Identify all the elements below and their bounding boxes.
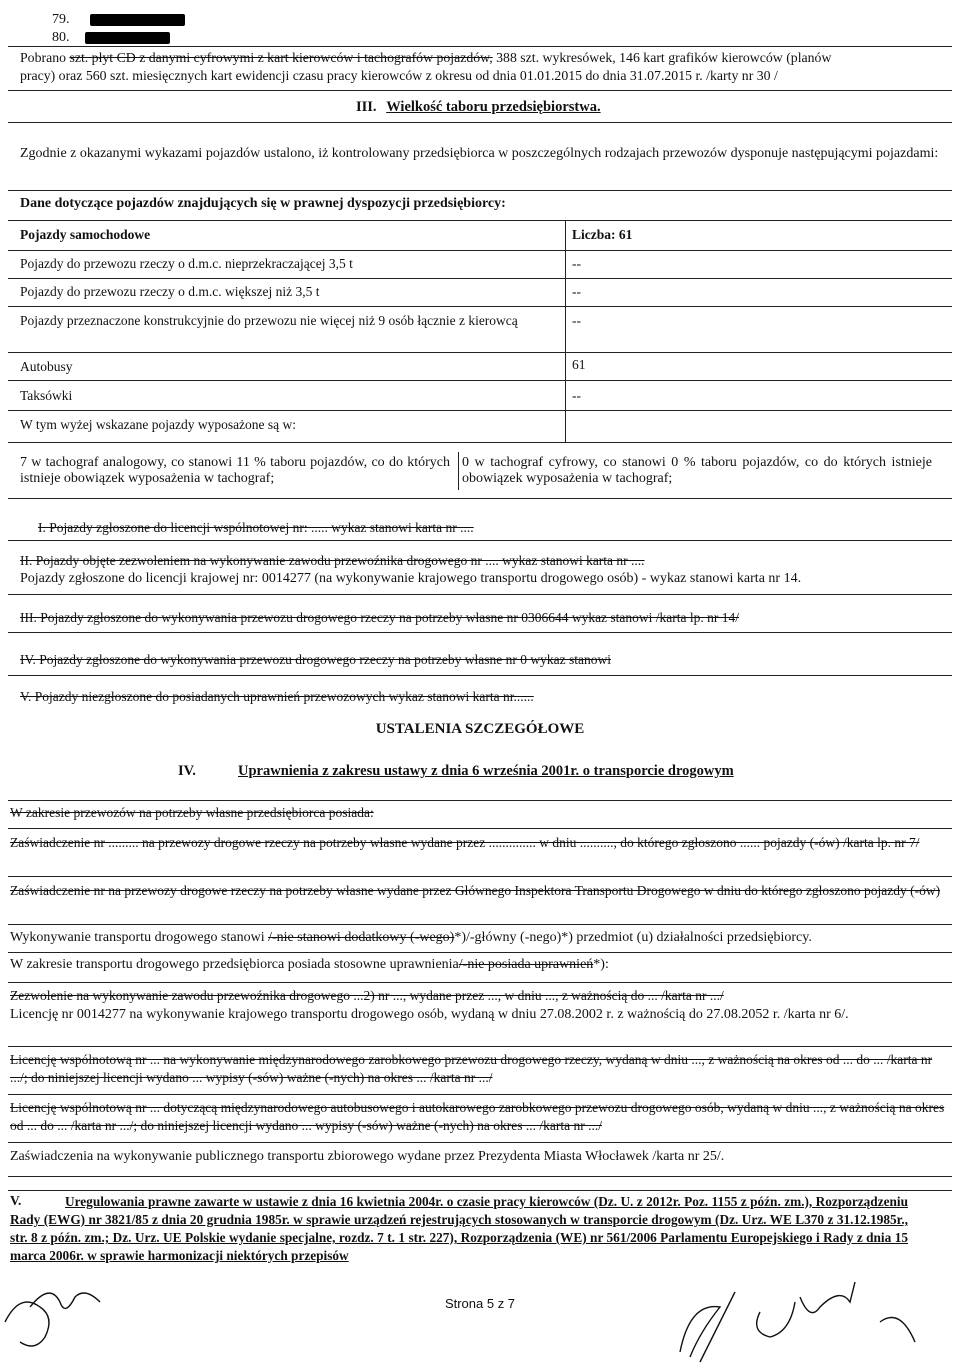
section-4-row bbox=[10, 930, 812, 946]
section-4-row: W zakresie przewozów na potrzeby własne przedsiębiorca posiada: bbox=[10, 805, 374, 820]
tacho-divider bbox=[458, 452, 459, 490]
vehicle-row-label: Pojazdy do przewozu rzeczy o d.m.c. większej niż 3,5 t bbox=[20, 284, 320, 299]
vehicle-row-value: -- bbox=[572, 284, 581, 299]
vehicle-row-label: Autobusy bbox=[20, 359, 73, 374]
vehicles-head-count: Liczba: 61 bbox=[572, 227, 633, 242]
divider bbox=[8, 632, 952, 633]
divider bbox=[8, 594, 952, 595]
section-5-number: V. bbox=[10, 1193, 22, 1208]
licence-iii: III. Pojazdy zgłoszone do wykonywania przewozu drogowego rzeczy na potrzeby własne nr 0306644 wykaz stanowi /karta lp. nr 14/ bbox=[20, 610, 740, 625]
section-4-row: Zaświadczenie nr ......... na przewozy drogowe rzeczy na potrzeby własne wydane przez .............. w dniu .........., do którego zgłoszono ...... pojazdy (-ów) /karta lp. nr 7/ bbox=[10, 835, 920, 850]
section-4-row: Zaświadczenie nr na przewozy drogowe rzeczy na potrzeby własne wydane przez Głównego Inspektora Transportu Drogowego w dniu do którego zgłoszono pojazdy (-ów) bbox=[10, 883, 941, 898]
vehicle-row-label: Pojazdy przeznaczone konstrukcyjnie do przewozu nie więcej niż 9 osób łącznie z kierowcą bbox=[20, 313, 518, 328]
page-number: Strona 5 z 7 bbox=[444, 1296, 516, 1311]
table-line bbox=[8, 410, 952, 411]
table-line bbox=[8, 352, 952, 353]
section-4-title: Uprawnienia z zakresu ustawy z dnia 6 września 2001r. o transporcie drogowym bbox=[238, 763, 734, 779]
table-line bbox=[8, 442, 952, 443]
pobrano-struck: szt. płyt CD z danymi cyfrowymi z kart kierowców i tachografów pojazdów, bbox=[69, 50, 493, 65]
transport-scope-struck: /-nie stanowi dodatkowy (-wego) bbox=[268, 930, 455, 945]
permissions-rest: *): bbox=[593, 957, 609, 972]
pobrano-rest: 388 szt. wykresówek, 146 kart grafików kierowców (planów bbox=[496, 50, 832, 65]
divider bbox=[8, 122, 952, 123]
divider bbox=[8, 1190, 952, 1191]
table-line bbox=[8, 220, 952, 221]
item-79 bbox=[52, 12, 70, 28]
vehicles-header: Dane dotyczące pojazdów znajdujących się w prawnej dyspozycji przedsiębiorcy: bbox=[20, 196, 506, 211]
divider bbox=[8, 190, 952, 191]
divider bbox=[8, 924, 952, 925]
divider bbox=[8, 828, 952, 829]
section-4-number: IV. bbox=[178, 763, 196, 779]
licence-ii-struck: II. Pojazdy objęte zezwoleniem na wykonywanie zawodu przewoźnika drogowego nr .... wykaz stanowi karta nr .... bbox=[20, 553, 645, 568]
divider bbox=[8, 1094, 952, 1095]
vehicle-row-label: Taksówki bbox=[20, 388, 73, 403]
divider bbox=[8, 46, 952, 47]
divider bbox=[8, 876, 952, 877]
redaction-bar-2 bbox=[85, 32, 170, 44]
section-5-text: Uregulowania prawne zawarte w ustawie z dnia 16 kwietnia 2004r. o czasie pracy kierowców (Dz. U. z 2012r. Poz. 1155 z późn. zm.), Rozporządzeniu Rady (EWG) nr 3821/85 z dnia 20 grudnia 1985r. w sprawie urządzeń rejestrujących stosowanych w transporcie drogowym (Dz. Urz. WE L370 z 31.12.1985r., str. 8 z późn. zm.; Dz. Urz. UE Polskie wydanie specjalne, rozdz. 7 t. 1 str. 227), Rozporządzenia (WE) nr 561/2006 Parlamentu Europejskiego i Rady z dnia 15 marca 2006r. w sprawie harmonizacji niektórych przepisów bbox=[10, 1194, 908, 1263]
section-3-number: III. bbox=[356, 99, 377, 115]
section-4-row: Zezwolenie na wykonywanie zawodu przewoźnika drogowego ...2) nr ..., wydane przez ..., w dniu ..., z ważnością do ... /karta nr .../ bbox=[10, 988, 724, 1003]
item-80-number: 80. bbox=[52, 30, 70, 45]
divider bbox=[8, 540, 952, 541]
equipped-label: W tym wyżej wskazane pojazdy wyposażone są w: bbox=[20, 417, 297, 432]
pobrano-prefix: Pobrano bbox=[20, 50, 66, 65]
table-line bbox=[8, 306, 952, 307]
divider bbox=[8, 800, 952, 801]
table-line bbox=[8, 250, 952, 251]
divider bbox=[8, 498, 952, 499]
licence-i: I. Pojazdy zgłoszone do licencji wspólnotowej nr: ..... wykaz stanowi karta nr .... bbox=[38, 520, 474, 535]
item-79-number: 79. bbox=[52, 12, 70, 27]
divider bbox=[8, 675, 952, 676]
redaction-bar-1 bbox=[90, 14, 185, 26]
section-3-heading bbox=[356, 99, 601, 116]
section-4-row: Licencję nr 0014277 na wykonywanie krajowego transportu drogowego osób, wydaną w dniu 27.08.2002 r. z ważnością do 27.08.2052 r. /karta nr 6/. bbox=[10, 1007, 849, 1022]
vehicle-row-label: Pojazdy do przewozu rzeczy o d.m.c. nieprzekraczającej 3,5 t bbox=[20, 256, 353, 271]
table-column-divider bbox=[565, 220, 566, 442]
divider bbox=[8, 1142, 952, 1143]
divider bbox=[8, 1176, 952, 1177]
table-line bbox=[8, 380, 952, 381]
divider bbox=[8, 90, 952, 91]
vehicle-row-value: -- bbox=[572, 313, 581, 328]
intro-paragraph: Zgodnie z okazanymi wykazami pojazdów ustalono, iż kontrolowany przedsiębiorca w poszczególnych rodzajach przewozów dysponuje następującymi pojazdami: bbox=[20, 146, 939, 161]
signature-right bbox=[680, 1282, 915, 1362]
signatures bbox=[0, 1262, 960, 1367]
section-4-row: Licencję wspólnotową nr ... na wykonywanie międzynarodowego zarobkowego przewozu drogowego rzeczy, wydaną w dniu ..., z ważnością na okres od ... do ... /karta nr .../; do niniejszej licencji wydano ... wypisy (-sów) ważne (-nych) na okres ... /karta nr .../ bbox=[10, 1052, 933, 1085]
section-3-title: Wielkość taboru przedsiębiorstwa. bbox=[386, 99, 601, 115]
permissions-text: W zakresie transportu drogowego przedsiębiorca posiada stosowne uprawnienia bbox=[10, 957, 459, 972]
section-4-row: Licencję wspólnotową nr ... dotyczącą międzynarodowego autobusowego i autokarowego zarobkowego przewozu drogowego osób, wydaną w dniu ..., z ważnością na okres od ... do ... /karta nr .../; do niniejszej licencji wydano ... wypisy (-sów) ważne (-nych) na okres ... /karta nr .../ bbox=[10, 1100, 945, 1133]
licence-v: V. Pojazdy niezgłoszone do posiadanych uprawnień przewozowych wykaz stanowi karta nr...... bbox=[20, 689, 534, 704]
section-4-row bbox=[10, 957, 609, 973]
table-line bbox=[8, 278, 952, 279]
item-80 bbox=[52, 30, 70, 46]
pobrano-paragraph bbox=[20, 49, 950, 85]
divider bbox=[8, 1046, 952, 1047]
tacho-digital: 0 w tachograf cyfrowy, co stanowi 0 % taboru pojazdów, co do których istnieje obowiązek wyposażenia w tachograf; bbox=[462, 455, 932, 486]
divider bbox=[8, 982, 952, 983]
ustalenia-heading: USTALENIA SZCZEGÓŁOWE bbox=[375, 721, 585, 737]
permissions-struck: /-nie posiada uprawnień bbox=[458, 957, 594, 972]
section-4-row: Zaświadczenia na wykonywanie publicznego transportu zbiorowego wydane przez Prezydenta Miasta Włocławek /karta nr 25/. bbox=[10, 1149, 725, 1164]
licence-ii-text: Pojazdy zgłoszone do licencji krajowej nr: 0014277 (na wykonywanie krajowego transportu drogowego osób) - wykaz stanowi karta nr 14. bbox=[20, 571, 802, 586]
tacho-analog: 7 w tachograf analogowy, co stanowi 11 % taboru pojazdów, co do których istnieje obowiązek wyposażenia w tachograf; bbox=[20, 455, 450, 486]
vehicle-row-value: -- bbox=[572, 256, 581, 271]
licence-iv: IV. Pojazdy zgłoszone do wykonywania przewozu drogowego rzeczy na potrzeby własne nr 0 wykaz stanowi bbox=[20, 652, 611, 667]
transport-scope-rest: *)/-główny (-nego)*) przedmiot (u) działalności przedsiębiorcy. bbox=[454, 930, 812, 945]
vehicle-row-value: -- bbox=[572, 388, 581, 403]
pobrano-line2: pracy) oraz 560 szt. miesięcznych kart ewidencji czasu pracy kierowców z okresu od dnia 01.01.2015 do dnia 31.07.2015 r. /karty nr 30 / bbox=[20, 68, 778, 83]
vehicles-head-label: Pojazdy samochodowe bbox=[20, 227, 151, 242]
divider bbox=[8, 952, 952, 953]
vehicle-row-value: 61 bbox=[572, 357, 586, 372]
transport-scope-text: Wykonywanie transportu drogowego stanowi bbox=[10, 930, 265, 945]
